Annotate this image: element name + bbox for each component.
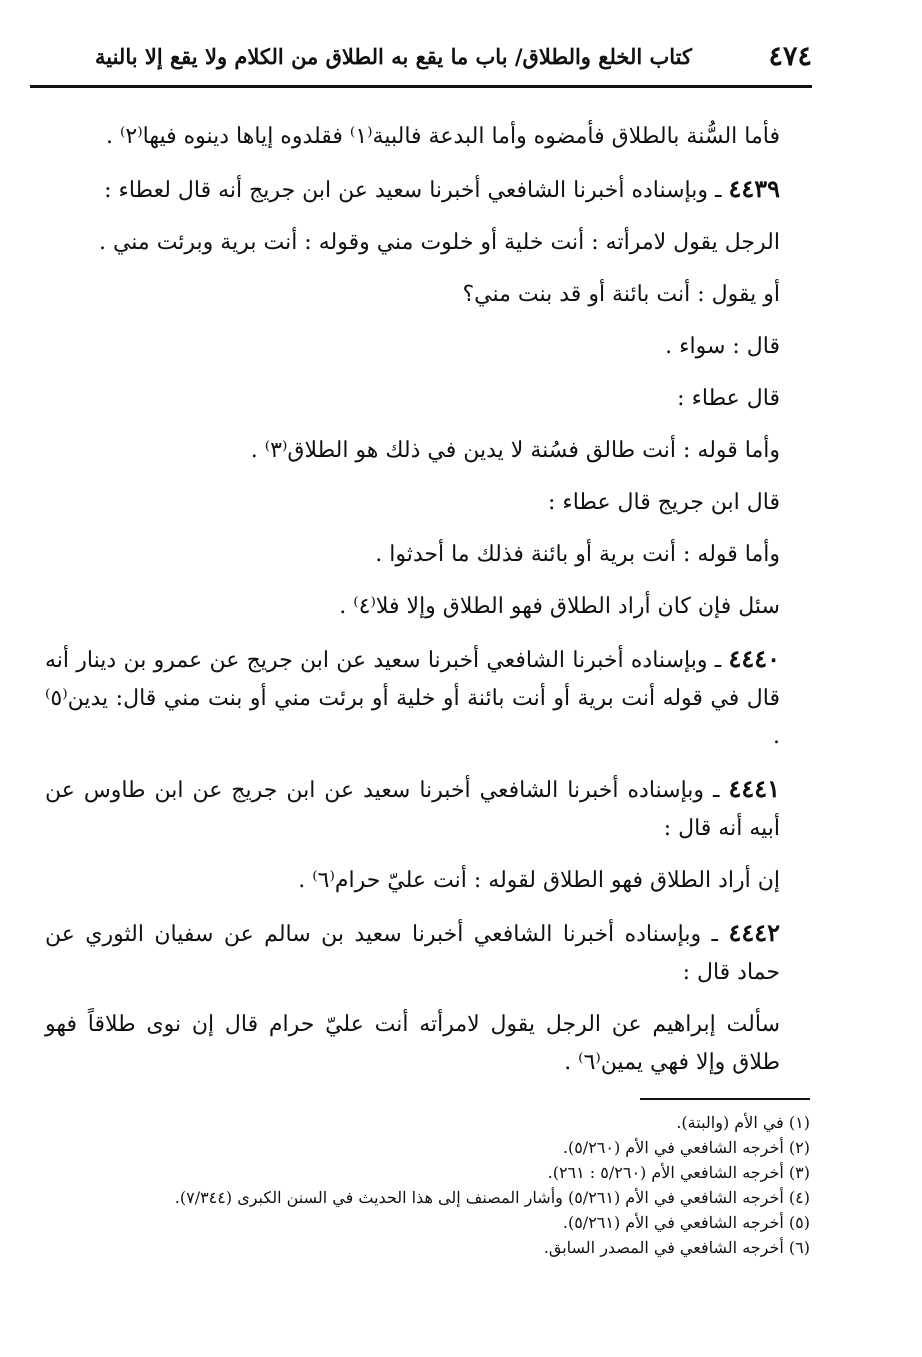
paragraph-text: فأما السُّنة بالطلاق فأمضوه وأما البدعة فالبية⁽١⁾ فقلدوه إياها دينوه فيها⁽٢⁾ . bbox=[106, 124, 780, 149]
paragraph-text: أو يقول : أنت بائنة أو قد بنت مني؟ bbox=[462, 282, 780, 307]
paragraph-text: ـ وبإسناده أخبرنا الشافعي أخبرنا سعيد بن سالم عن سفيان الثوري عن حماد قال : bbox=[45, 922, 780, 985]
paragraph-text: إن أراد الطلاق فهو الطلاق لقوله : أنت عليّ حرام⁽٦⁾ . bbox=[298, 868, 780, 893]
footnotes bbox=[45, 1098, 810, 1260]
footnote: (٦) أخرجه الشافعي في المصدر السابق. bbox=[543, 1238, 810, 1257]
paragraph-text: ـ وبإسناده أخبرنا الشافعي أخبرنا سعيد عن ابن جريج أنه قال لعطاء : bbox=[104, 178, 729, 203]
footnote: (٥) أخرجه الشافعي في الأم (٥/٢٦١). bbox=[562, 1213, 810, 1232]
paragraph-text: قال ابن جريج قال عطاء : bbox=[547, 490, 780, 515]
running-header bbox=[30, 40, 812, 88]
paragraph bbox=[45, 484, 810, 522]
paragraph-text: ـ وبإسناده أخبرنا الشافعي أخبرنا سعيد عن ابن جريج عن عمرو بن دينار أنه قال في قوله أنت برية أو أنت بائنة أو خلية أو برئت مني أو بنت مني قال: يدين⁽٥⁾ . bbox=[45, 648, 780, 749]
paragraph bbox=[45, 328, 810, 366]
header-rule bbox=[30, 85, 812, 88]
hadith-number: ٤٤٣٩ bbox=[728, 174, 780, 203]
paragraph bbox=[45, 380, 810, 418]
paragraph-text: قال عطاء : bbox=[677, 386, 780, 411]
paragraph-text: الرجل يقول لامرأته : أنت خلية أو خلوت مني وقوله : أنت برية وبرئت مني . bbox=[98, 230, 780, 255]
hadith-number: ٤٤٤٢ bbox=[728, 918, 780, 947]
hadith-number: ٤٤٤٠ bbox=[728, 644, 780, 673]
paragraph bbox=[45, 224, 810, 262]
footnote: (٤) أخرجه الشافعي في الأم (٥/٢٦١) وأشار المصنف إلى هذا الحديث في السنن الكبرى (٧/٣٤٤). bbox=[174, 1188, 810, 1207]
paragraph bbox=[45, 276, 810, 314]
paragraph-text: سألت إبراهيم عن الرجل يقول لامرأته أنت عليّ حرام قال إن نوى طلاقاً فهو طلاق وإلا فهي يمين⁽٦⁾ . bbox=[45, 1012, 780, 1075]
hadith-number: ٤٤٤١ bbox=[728, 774, 780, 803]
paragraph-text: سئل فإن كان أراد الطلاق فهو الطلاق وإلا فلا⁽٤⁾ . bbox=[339, 594, 780, 619]
footnote: (٢) أخرجه الشافعي في الأم (٥/٢٦٠). bbox=[562, 1138, 810, 1157]
paragraph bbox=[45, 1006, 810, 1082]
paragraph-text: وأما قوله : أنت برية أو بائنة فذلك ما أحدثوا . bbox=[375, 542, 780, 567]
page-number: ٤٧٤ bbox=[768, 41, 812, 72]
paragraph-text: وأما قوله : أنت طالق فسُنة لا يدين في ذلك هو الطلاق⁽٣⁾ . bbox=[250, 438, 780, 463]
paragraph bbox=[45, 862, 810, 900]
paragraph bbox=[45, 432, 810, 470]
chapter-title: كتاب الخلع والطلاق/ باب ما يقع به الطلاق من الكلام ولا يقع إلا بالنية bbox=[95, 44, 692, 69]
paragraph bbox=[45, 588, 810, 626]
hadith-paragraph bbox=[45, 770, 810, 848]
paragraph-text: ـ وبإسناده أخبرنا الشافعي أخبرنا سعيد عن ابن جريج عن ابن طاوس عن أبيه أنه قال : bbox=[45, 778, 780, 841]
footnote-rule bbox=[640, 1098, 810, 1100]
main-text bbox=[45, 118, 810, 1096]
hadith-paragraph bbox=[45, 640, 810, 756]
footnote: (٣) أخرجه الشافعي الأم (٥/٢٦٠ : ٢٦١). bbox=[547, 1163, 810, 1182]
hadith-paragraph bbox=[45, 170, 810, 210]
hadith-paragraph bbox=[45, 914, 810, 992]
paragraph bbox=[45, 118, 810, 156]
footnote: (١) في الأم (والبتة). bbox=[676, 1113, 810, 1132]
paragraph bbox=[45, 536, 810, 574]
paragraph-text: قال : سواء . bbox=[665, 334, 780, 359]
